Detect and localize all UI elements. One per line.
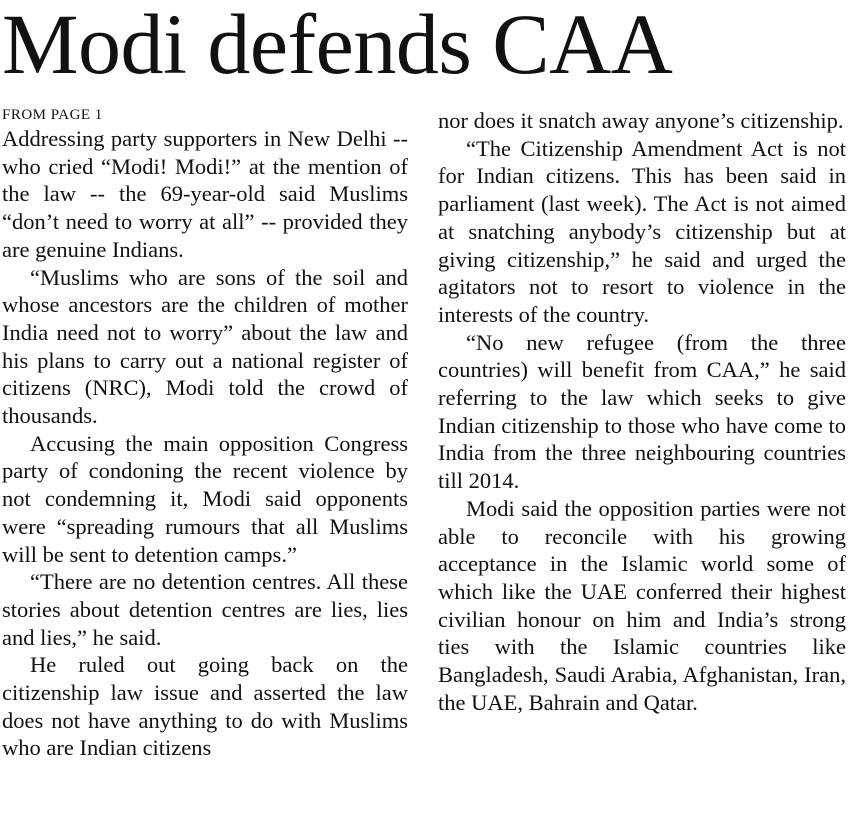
article-column-left [2, 125, 408, 762]
article-column-right [438, 107, 846, 716]
paragraph: Modi said the opposition parties were not able to reconcile with his growing acceptance in the Islamic world some of which like the UAE conferred their highest civilian honour on him and India’s strong ties with the Islamic countries like Bangladesh, Saudi Arabia, Afghanistan, Iran, the UAE, Bahrain and Qatar. [438, 495, 846, 715]
paragraph: nor does it snatch away anyone’s citizenship. [438, 108, 844, 133]
paragraph: “Muslims who are sons of the soil and whose ancestors are the children of mother India need not to worry” about the law and his plans to carry out a national register of citizens (NRC), Modi told the crowd of thousands. [2, 264, 408, 429]
paragraph: “There are no detention centres. All these stories about detention centres are lies, lies and lies,” he said. [2, 569, 408, 650]
paragraph: He ruled out going back on the citizenship law issue and asserted the law does not have anything to do with Muslims who are Indian citizens [2, 652, 408, 761]
paragraph: “The Citizenship Amendment Act is not for Indian citizens. This has been said in parliament (last week). The Act is not aimed at snatching anybody’s citizenship but at giving citizenship,” he said and urged the agitators not to resort to violence in the interests of the country. [438, 135, 846, 327]
jump-line: FROM PAGE 1 [2, 107, 103, 123]
paragraph: Addressing party supporters in New Delhi -- who cried “Modi! Modi!” at the mention of the law -- the 69-year-old said Muslims “don’t need to worry at all” -- provided they are genuine Indians. [2, 126, 408, 262]
headline: Modi defends CAA [2, 0, 673, 92]
paragraph: “No new refugee (from the three countries) will benefit from CAA,” he said referring to the law which seeks to give Indian citizenship to those who have come to India from the three neighbouring countries till 2014. [438, 329, 846, 494]
paragraph: Accusing the main opposition Congress party of condoning the recent violence by not condemning it, Modi said opponents were “spreading rumours that all Muslims will be sent to detention camps.” [2, 430, 408, 567]
